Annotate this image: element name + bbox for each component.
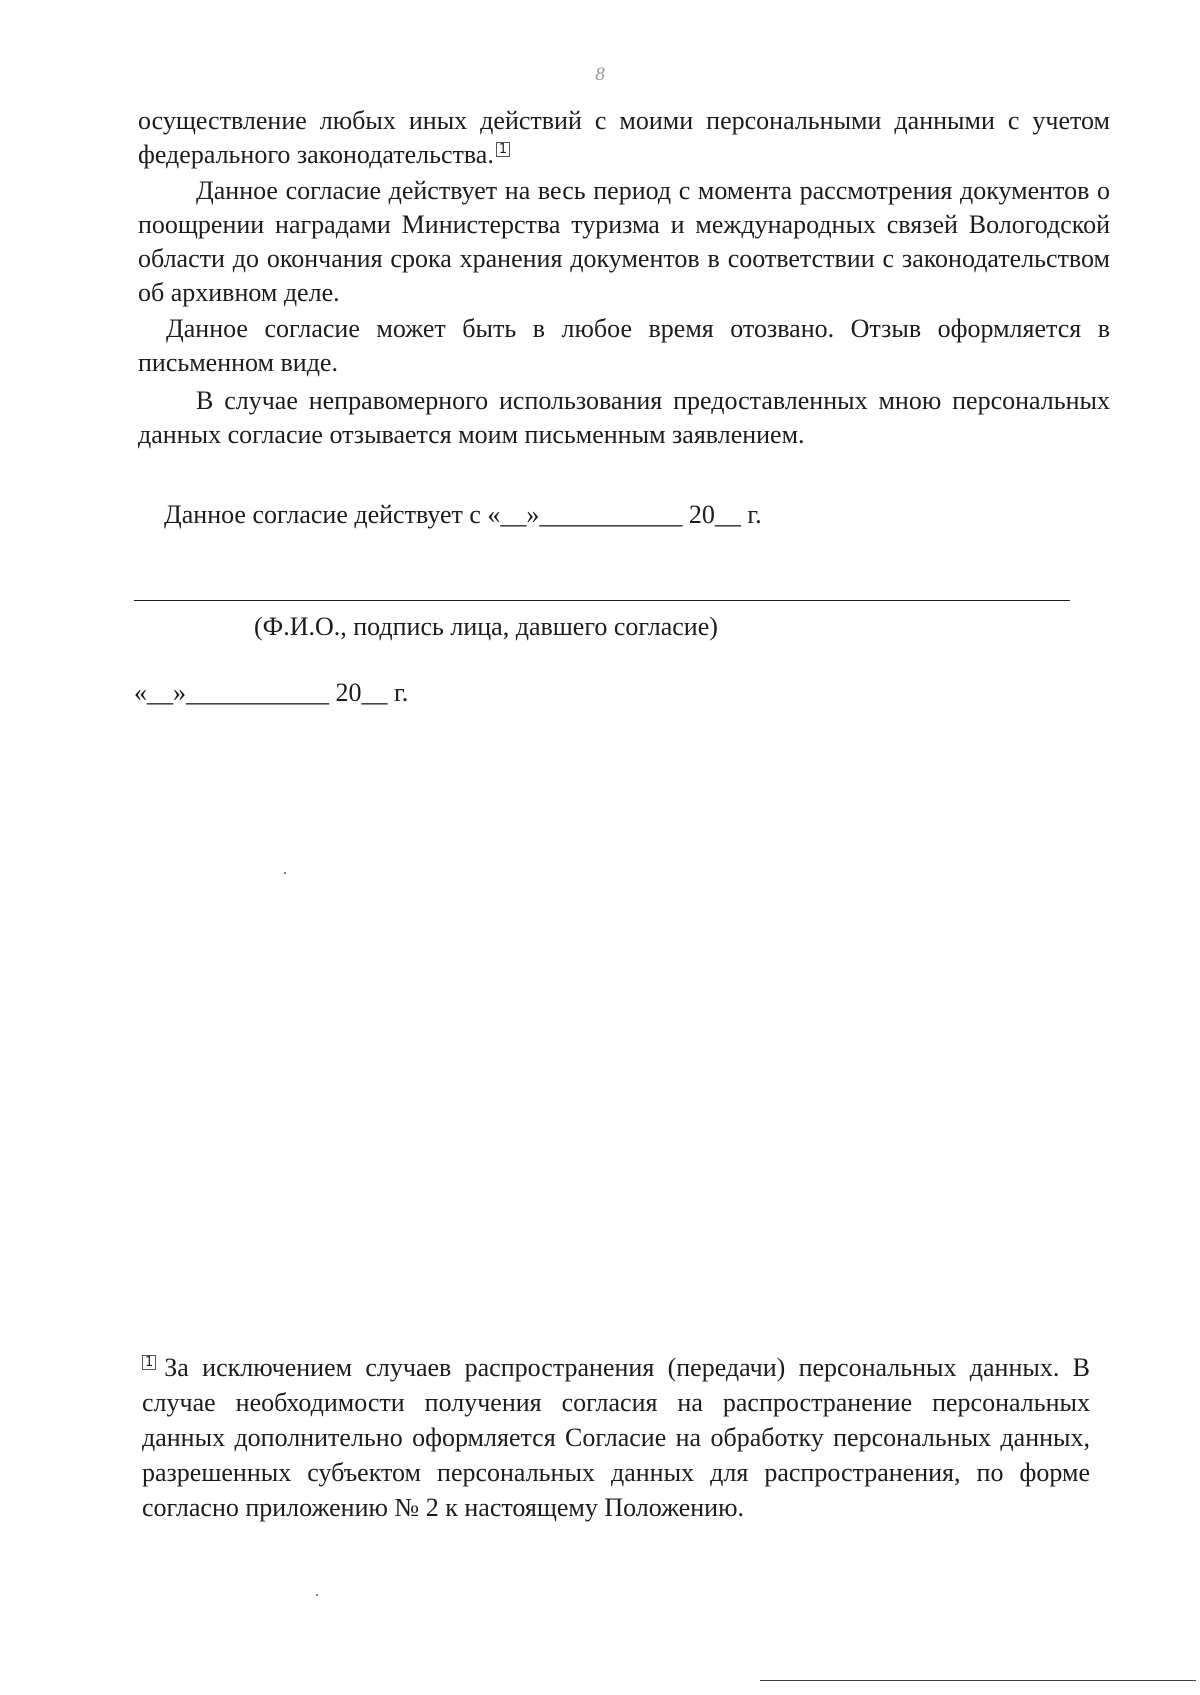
footnote-text: За исключением случаев распространения (передачи) персональных данных. В случае необходимости получения согласия на распространение персональных данных дополнительно оформляется Согласие на обработку персональных данных, разрешенных субъектом персональных данных для распространения, по форме согласно приложению № 2 к настоящему Положению. xyxy=(142,1353,1090,1522)
scan-speck xyxy=(284,872,286,874)
footnote-mark: 1 xyxy=(142,1355,156,1370)
signature-caption: (Ф.И.О., подпись лица, давшего согласие) xyxy=(254,612,718,641)
consent-body xyxy=(138,104,1110,452)
paragraph-revocation: Данное согласие может быть в любое время отозвано. Отзыв оформляется в письменном виде. xyxy=(138,314,1110,377)
bottom-divider xyxy=(760,1680,1196,1681)
signature-line xyxy=(134,600,1070,601)
paragraph-actions xyxy=(138,104,1110,172)
paragraph-validity-period: Данное согласие действует на весь период с момента рассмотрения документов о поощрении наградами Министерства туризма и международных связей Вологодской области до окончания срока хранения документов в соответствии с законодательством об архивном деле. xyxy=(138,176,1110,307)
scan-speck xyxy=(316,1594,318,1596)
paragraph-actions-text: осуществление любых иных действий с моими персональными данными с учетом федерального законодательства. xyxy=(138,106,1110,169)
footnote xyxy=(142,1350,1090,1525)
signature-date-line: «__»___________ 20__ г. xyxy=(134,678,409,707)
consent-start-date-line: Данное согласие действует с «__»___________ 20__ г. xyxy=(164,500,762,529)
footnote-reference[interactable]: 1 xyxy=(496,142,510,157)
paragraph-misuse: В случае неправомерного использования предоставленных мною персональных данных согласие отзывается моим письменным заявлением. xyxy=(138,386,1110,449)
page-number: 8 xyxy=(595,64,605,85)
